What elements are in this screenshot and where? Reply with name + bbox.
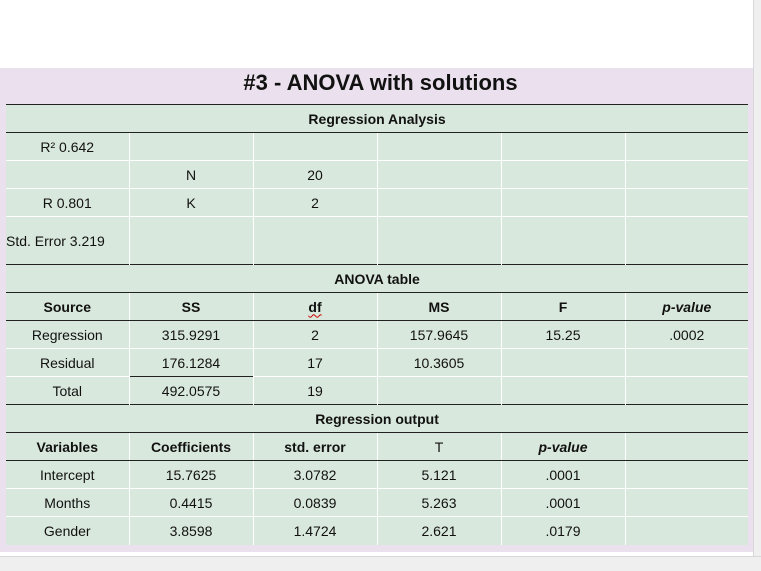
table-cell: 3.0782 xyxy=(253,461,377,489)
table-cell xyxy=(625,461,748,489)
table-row xyxy=(6,321,748,349)
table-cell: 176.1284 xyxy=(129,349,253,377)
column-header: SS xyxy=(129,293,253,321)
r2-value: R² 0.642 xyxy=(40,138,95,155)
anova-header-row xyxy=(6,293,748,321)
column-header-df: df xyxy=(308,298,322,315)
table-cell: 157.9645 xyxy=(377,321,501,349)
table-cell: 0.0839 xyxy=(253,489,377,517)
table-row xyxy=(6,489,748,517)
column-header xyxy=(253,293,377,321)
table-cell: 492.0575 xyxy=(129,377,253,405)
column-header: p-value xyxy=(625,293,748,321)
table-row xyxy=(6,217,748,265)
std-error-value: Std. Error 3.219 xyxy=(6,217,129,265)
table-cell: .0002 xyxy=(625,321,748,349)
table-cell xyxy=(625,489,748,517)
k-label: K xyxy=(129,189,253,217)
regression-output-heading-row xyxy=(6,405,748,433)
table-cell: 3.8598 xyxy=(129,517,253,545)
slide-title: #3 - ANOVA with solutions xyxy=(243,70,518,95)
table-cell: 19 xyxy=(253,377,377,405)
table-cell: Months xyxy=(6,489,129,517)
n-value: 20 xyxy=(253,161,377,189)
table-row xyxy=(6,517,748,545)
table-cell xyxy=(377,377,501,405)
column-header: F xyxy=(501,293,625,321)
table-cell: 0.4415 xyxy=(129,489,253,517)
anova-heading: ANOVA table xyxy=(6,265,748,293)
output-header-row xyxy=(6,433,748,461)
table-cell: 5.121 xyxy=(377,461,501,489)
anova-table xyxy=(6,104,748,545)
r-value: R 0.801 xyxy=(6,189,129,217)
table-cell: 10.3605 xyxy=(377,349,501,377)
table-cell: .0179 xyxy=(501,517,625,545)
table-row xyxy=(6,377,748,405)
column-header: Variables xyxy=(6,433,129,461)
table-cell xyxy=(625,377,748,405)
table-cell xyxy=(501,349,625,377)
table-row xyxy=(6,133,748,161)
regression-analysis-heading-row xyxy=(6,105,748,133)
k-value: 2 xyxy=(253,189,377,217)
column-header xyxy=(625,433,748,461)
r2-cell xyxy=(6,133,129,161)
table-cell: Intercept xyxy=(6,461,129,489)
table-cell: Regression xyxy=(6,321,129,349)
table-row xyxy=(6,189,748,217)
window-edge-bottom xyxy=(0,556,761,571)
column-header: T xyxy=(377,433,501,461)
column-header: p-value xyxy=(501,433,625,461)
regression-analysis-heading: Regression Analysis xyxy=(6,105,748,133)
table-cell: 315.9291 xyxy=(129,321,253,349)
regression-output-heading: Regression output xyxy=(6,405,748,433)
table-cell xyxy=(625,517,748,545)
table-cell: Residual xyxy=(6,349,129,377)
table-cell: Total xyxy=(6,377,129,405)
table-cell: 15.7625 xyxy=(129,461,253,489)
table-row xyxy=(6,161,748,189)
table-cell xyxy=(625,349,748,377)
table-cell: Gender xyxy=(6,517,129,545)
column-header: std. error xyxy=(253,433,377,461)
table-cell: .0001 xyxy=(501,489,625,517)
column-header: Source xyxy=(6,293,129,321)
table-cell: 5.263 xyxy=(377,489,501,517)
table-cell: .0001 xyxy=(501,461,625,489)
column-header: MS xyxy=(377,293,501,321)
table-cell: 1.4724 xyxy=(253,517,377,545)
table-cell: 2.621 xyxy=(377,517,501,545)
table-cell: 17 xyxy=(253,349,377,377)
anova-heading-row xyxy=(6,265,748,293)
n-label: N xyxy=(129,161,253,189)
table-cell: 15.25 xyxy=(501,321,625,349)
table-cell: 2 xyxy=(253,321,377,349)
table-cell xyxy=(501,377,625,405)
table-row xyxy=(6,349,748,377)
column-header: Coefficients xyxy=(129,433,253,461)
table-row xyxy=(6,461,748,489)
